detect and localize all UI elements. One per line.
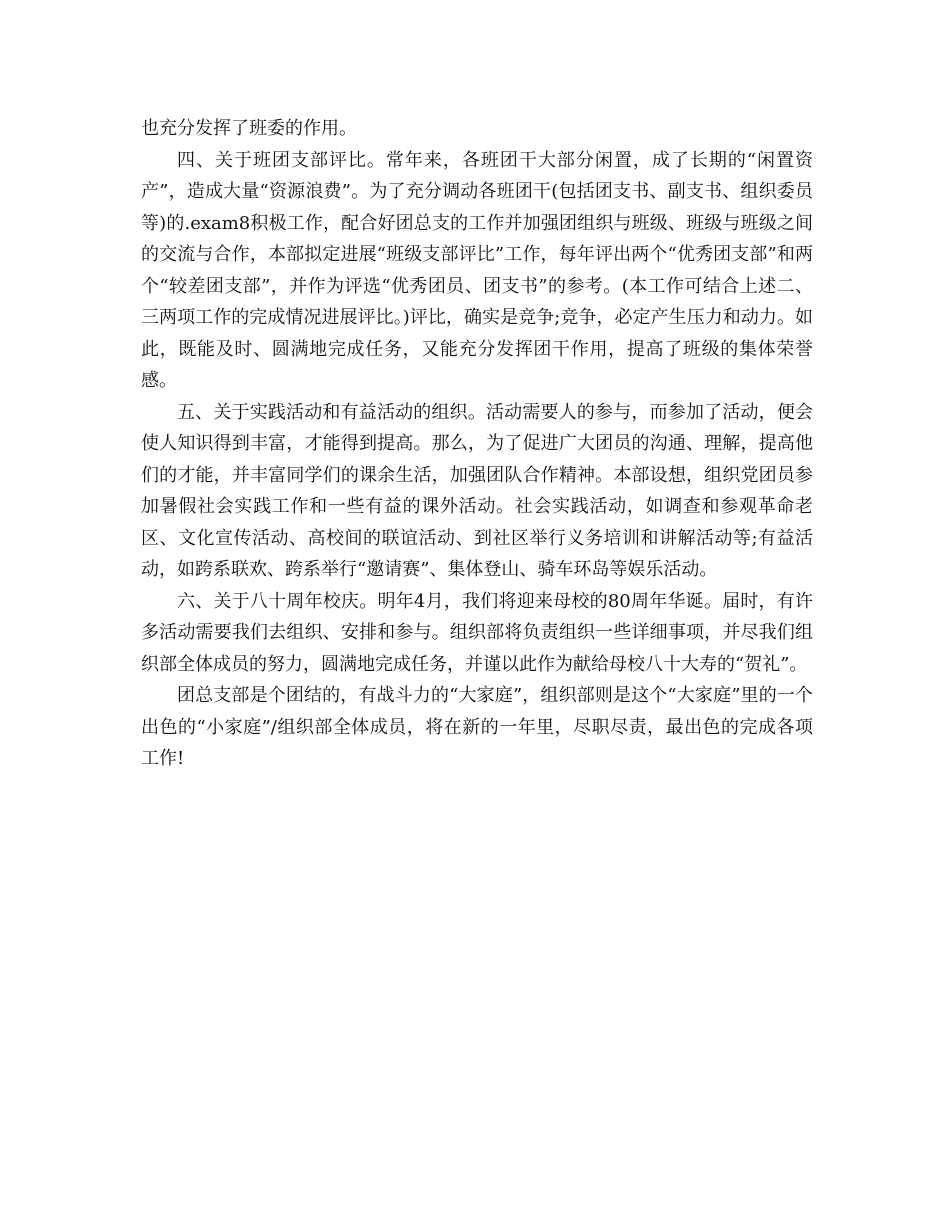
- paragraph-section-five: 五、关于实践活动和有益活动的组织。活动需要人的参与，而参加了活动，便会使人知识得到丰富，才能得到提高。那么，为了促进广大团员的沟通、理解，提高他们的才能，并丰富同学们的课余生活，加强团队合作精神。本部设想，组织党团员参加暑假社会实践工作和一些有益的课外活动。社会实践活动，如调查和参观革命老区、文化宣传活动、高校间的联谊活动、到社区举行义务培训和讲解活动等;有益活动，如跨系联欢、跨系举行“邀请赛”、集体登山、骑车环岛等娱乐活动。: [141, 401, 813, 580]
- paragraph-continuation: 也充分发挥了班委的作用。: [141, 118, 357, 139]
- paragraph-section-six: 六、关于八十周年校庆。明年4月，我们将迎来母校的80周年华诞。届时，有许多活动需要我们去组织、安排和参与。组织部将负责组织一些详细事项，并尽我们组织部全体成员的努力，圆满地完成任务，并谨以此作为献给母校八十大寿的“贺礼”。: [141, 590, 813, 675]
- document-page: [141, 113, 813, 775]
- paragraph-section-four: 四、关于班团支部评比。常年来，各班团干大部分闲置，成了长期的“闲置资产”，造成大量“资源浪费”。为了充分调动各班团干(包括团支书、副支书、组织委员等)的.exam8积极工作，配合好团总支的工作并加强团组织与班级、班级与班级之间的交流与合作，本部拟定进展“班级支部评比”工作，每年评出两个“优秀团支部”和两个“较差团支部”，并作为评选“优秀团员、团支书”的参考。(本工作可结合上述二、三两项工作的完成情况进展评比。)评比，确实是竞争;竞争，必定产生压力和动力。如此，既能及时、圆满地完成任务，又能充分发挥团干作用，提高了班级的集体荣誉感。: [141, 149, 813, 391]
- paragraph-closing: 团总支部是个团结的，有战斗力的“大家庭”，组织部则是这个“大家庭”里的一个出色的“小家庭”/组织部全体成员，将在新的一年里，尽职尽责，最出色的完成各项工作!: [141, 685, 813, 769]
